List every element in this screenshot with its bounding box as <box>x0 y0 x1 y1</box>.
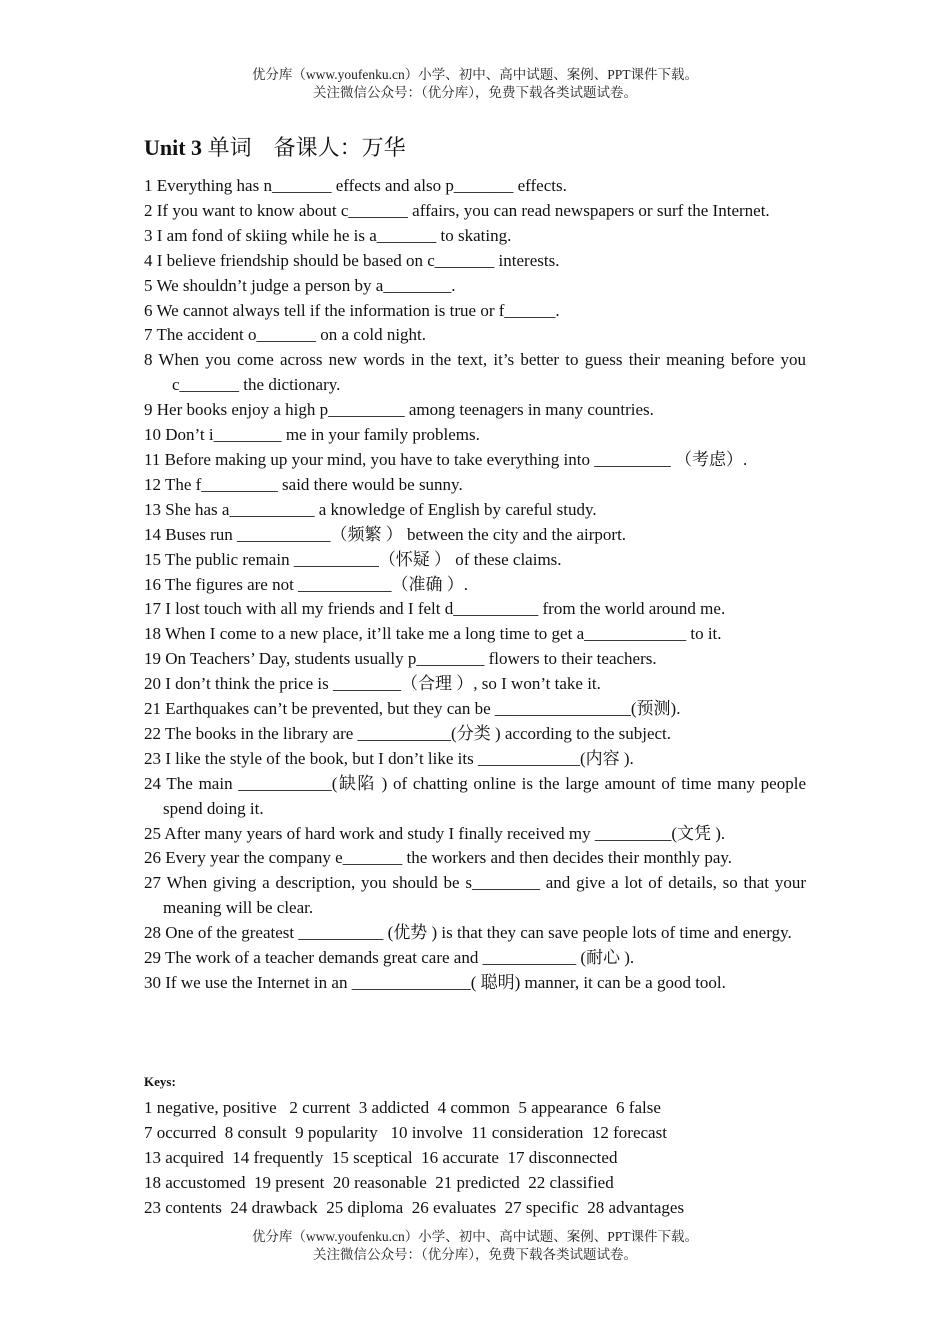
question-item: 2 If you want to know about c_______ affairs, you can read newspapers or surf the Internet. <box>144 200 770 220</box>
question-item: 18 When I come to a new place, it’ll take me a long time to get a____________ to it. <box>144 624 722 644</box>
title-rest: 单词 备课人：万华 <box>202 135 406 160</box>
footer-line-2: 关注微信公众号：（优分库），免费下载各类试题试卷。 <box>313 1247 637 1262</box>
question-item: 24 The main ___________(缺陷 ) of chatting online is the large amount of time many people spend doing it. <box>144 773 806 818</box>
question-item: 6 We cannot always tell if the information is true or f______. <box>144 300 560 320</box>
key-line: 7 occurred 8 consult 9 popularity 10 involve 11 consideration 12 forecast <box>144 1122 667 1142</box>
question-item: 9 Her books enjoy a high p_________ among teenagers in many countries. <box>144 400 654 420</box>
question-item: 12 The f_________ said there would be sunny. <box>144 474 463 494</box>
question-item: 11 Before making up your mind, you have to take everything into _________ （考虑）. <box>144 449 748 469</box>
question-item: 17 I lost touch with all my friends and I felt d__________ from the world around me. <box>144 599 726 619</box>
question-item: 28 One of the greatest __________ (优势 ) is that they can save people lots of time and energy. <box>144 923 792 943</box>
question-list <box>144 174 806 996</box>
title-unit: Unit 3 <box>144 135 203 160</box>
header-line-2: 关注微信公众号：（优分库），免费下载各类试题试卷。 <box>313 85 637 100</box>
key-line: 23 contents 24 drawback 25 diploma 26 evaluates 27 specific 28 advantages <box>144 1197 685 1217</box>
question-item: 10 Don’t i________ me in your family problems. <box>144 425 480 445</box>
question-item: 23 I like the style of the book, but I don’t like its ____________(内容 ). <box>144 748 634 768</box>
key-line: 18 accustomed 19 present 20 reasonable 21 predicted 22 classified <box>144 1172 614 1192</box>
question-item: 19 On Teachers’ Day, students usually p________ flowers to their teachers. <box>144 649 657 669</box>
question-item: 21 Earthquakes can’t be prevented, but they can be ________________(预测). <box>144 699 681 719</box>
page-title <box>144 133 406 163</box>
question-item: 22 The books in the library are ___________(分类 ) according to the subject. <box>144 723 672 743</box>
question-item: 3 I am fond of skiing while he is a_______ to skating. <box>144 225 512 245</box>
question-item: 7 The accident o_______ on a cold night. <box>144 325 427 345</box>
header-line-1: 优分库（www.youfenku.cn）小学、初中、高中试题、案例、PPT课件下载。 <box>251 67 699 82</box>
question-item: 1 Everything has n_______ effects and also p_______ effects. <box>144 176 567 195</box>
key-line: 1 negative, positive 2 current 3 addicted 4 common 5 appearance 6 false <box>144 1098 661 1117</box>
question-item: 27 When giving a description, you should be s________ and give a lot of details, so that your meaning will be clear. <box>144 873 806 918</box>
question-item: 25 After many years of hard work and study I finally received my _________(文凭 ). <box>144 823 726 843</box>
question-item: 30 If we use the Internet in an ______________( 聪明) manner, it can be a good tool. <box>144 973 726 992</box>
answer-keys <box>144 1096 806 1221</box>
question-item: 5 We shouldn’t judge a person by a________. <box>144 275 456 295</box>
question-item: 16 The figures are not ___________（准确 ）. <box>144 574 469 594</box>
question-item: 15 The public remain __________（怀疑 ） of these claims. <box>144 549 562 569</box>
question-item: 13 She has a__________ a knowledge of English by careful study. <box>144 499 597 519</box>
question-item: 4 I believe friendship should be based on c_______ interests. <box>144 250 560 270</box>
question-item: 26 Every year the company e_______ the workers and then decides their monthly pay. <box>144 848 733 868</box>
question-item: 14 Buses run ___________（频繁 ） between the city and the airport. <box>144 524 627 544</box>
keys-heading: Keys: <box>144 1074 176 1089</box>
page-footer-banner <box>0 1228 950 1264</box>
question-item: 8 When you come across new words in the text, it’s better to guess their meaning before you c_______ the dictionary. <box>144 350 806 395</box>
key-line: 13 acquired 14 frequently 15 sceptical 16 accurate 17 disconnected <box>144 1147 618 1167</box>
footer-line-1: 优分库（www.youfenku.cn）小学、初中、高中试题、案例、PPT课件下载。 <box>251 1229 699 1244</box>
question-item: 20 I don’t think the price is ________（合理 ）, so I won’t take it. <box>144 674 601 694</box>
page-header-banner <box>0 66 950 102</box>
question-item: 29 The work of a teacher demands great care and ___________ (耐心 ). <box>144 948 635 968</box>
